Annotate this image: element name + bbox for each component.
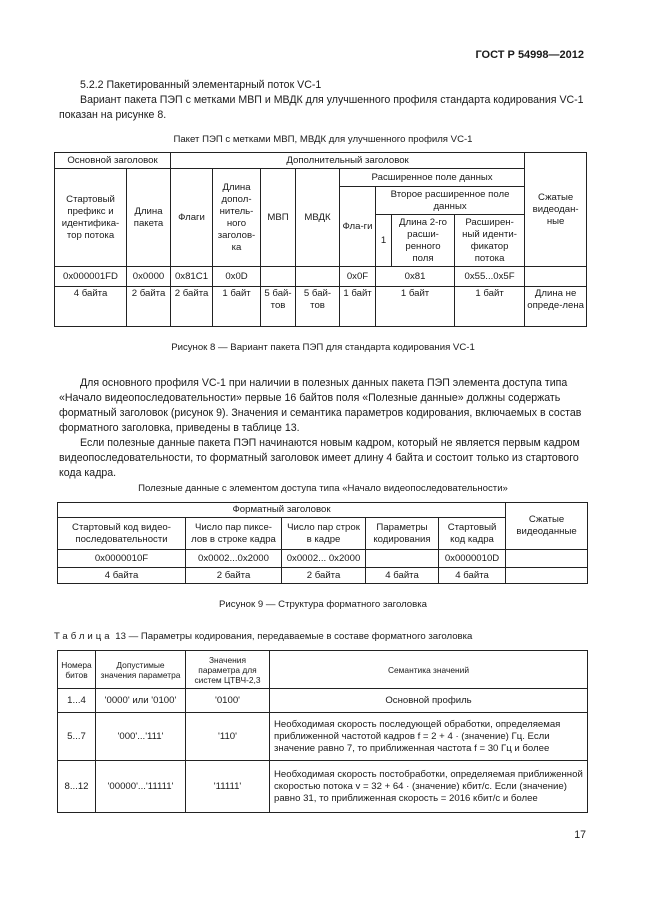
value-cell: [506, 550, 588, 568]
bits-cell: 8...12: [58, 761, 96, 813]
value-cell: 0x81C1: [171, 267, 213, 287]
section-heading: 5.2.2 Пакетированный элементарный поток VC-1: [80, 79, 322, 91]
format-header-cell: Форматный заголовок: [58, 503, 506, 518]
figure8-title: Пакет ПЭП с метками МВП, МВДК для улучшенного профиля VC-1: [173, 134, 473, 145]
bits-header: Номера битов: [58, 651, 96, 689]
ext-stream-id-cell: Расширен-ный иденти-фикатор потока: [455, 215, 525, 267]
value-cell: 0x0000010D: [439, 550, 506, 568]
semantics-header: Семантика значений: [270, 651, 588, 689]
ext-flags-cell: Фла-ги: [340, 187, 376, 267]
table13-title: [54, 631, 472, 642]
size-cell: 5 бай-тов: [296, 287, 340, 327]
system-values-header: Значения параметра для систем ЦТВЧ-2,3: [186, 651, 270, 689]
value-cell: 0x0D: [213, 267, 261, 287]
value-cell: '11111': [186, 761, 270, 813]
value-cell: 0x0002... 0x2000: [282, 550, 366, 568]
compressed-video-cell: Сжатые видеодан-ные: [525, 153, 587, 267]
flags-cell: Флаги: [171, 169, 213, 267]
second-extended-cell: Второе расширенное поле данных: [376, 187, 525, 215]
one-bit-cell: 1: [376, 215, 392, 267]
value-cell: 0x0000010F: [58, 550, 186, 568]
value-cell: 0x81: [376, 267, 455, 287]
size-cell: 2 байта: [282, 568, 366, 584]
seq-start-code-cell: Стартовый код видео-последовательности: [58, 518, 186, 550]
extended-field-cell: Расширенное поле данных: [340, 169, 525, 187]
additional-header-cell: Дополнительный заголовок: [171, 153, 525, 169]
figure8-caption: Рисунок 8 — Вариант пакета ПЭП для стандарта кодирования VC-1: [171, 342, 475, 353]
allowed-cell: '0000' или '0100': [96, 689, 186, 713]
pixel-pairs-cell: Число пар пиксе-лов в строке кадра: [186, 518, 282, 550]
allowed-cell: '000'...'111': [96, 713, 186, 761]
mvdk-cell: МВДК: [296, 169, 340, 267]
allowed-values-header: Допустимые значения параметра: [96, 651, 186, 689]
size-cell: 4 байта: [55, 287, 127, 327]
table-word: Таблица: [54, 631, 113, 642]
value-cell: 0x000001FD: [55, 267, 127, 287]
paragraph-basic-profile: Для основного профиля VC-1 при наличии в полезных данных пакета ПЭП элемента доступа типа «Начало видеопоследовательности» первые 16 байтов поля «Полезные данные» должны содержать форматный заголовок (рисунок 9). Значения и семантика параметров кодирования, включаемых в состав форматного заголовка, приведены в таблице 13.: [59, 377, 582, 434]
frame-start-code-cell: Стартовый код кадра: [439, 518, 506, 550]
bits-cell: 1...4: [58, 689, 96, 713]
compressed-video-cell: Сжатые видеоданные: [506, 503, 588, 550]
figure9-table: [57, 502, 588, 584]
size-cell: 1 байт: [340, 287, 376, 327]
size-cell: 2 байта: [186, 568, 282, 584]
basic-header-cell: Основной заголовок: [55, 153, 171, 169]
table-row: [58, 689, 588, 713]
additional-length-cell: Длина допол-нитель-ного заголов-ка: [213, 169, 261, 267]
value-cell: 0x0002...0x2000: [186, 550, 282, 568]
mvp-cell: МВП: [261, 169, 296, 267]
value-cell: [296, 267, 340, 287]
prefix-cell: Стартовый префикс и идентифика-тор потока: [55, 169, 127, 267]
value-cell: 0x55...0x5F: [455, 267, 525, 287]
value-cell: 0x0000: [127, 267, 171, 287]
value-cell: [261, 267, 296, 287]
allowed-cell: '00000'...'11111': [96, 761, 186, 813]
figure9-caption: Рисунок 9 — Структура форматного заголовка: [219, 599, 427, 610]
paragraph-new-frame: Если полезные данные пакета ПЭП начинаются новым кадром, который не является первым кадром видеопоследовательности, то форматный заголовок имеет длину 4 байта и состоит только из стартового кода кадра.: [59, 437, 580, 479]
semantics-cell: Необходимая скорость постобработки, определяемая приближенной скоростью потока v = 32 + 64 · (значение) кбит/с. Если (значение) равно 31, то приближенная скорость = 2016 кбит/с и более: [270, 761, 588, 813]
size-cell: 1 байт: [213, 287, 261, 327]
section-paragraph: Вариант пакета ПЭП с метками МВП и МВДК для улучшенного профиля стандарта кодирования VC-1 показан на рисунке 8.: [59, 94, 584, 121]
size-cell: 1 байт: [455, 287, 525, 327]
standard-number: ГОСТ Р 54998—2012: [475, 49, 584, 61]
coding-params-cell: Параметры кодирования: [366, 518, 439, 550]
size-cell: [506, 568, 588, 584]
size-cell: 5 бай-тов: [261, 287, 296, 327]
table13-title-text: 13 — Параметры кодирования, передаваемые в составе форматного заголовка: [115, 631, 473, 642]
value-cell: [366, 550, 439, 568]
value-cell: '110': [186, 713, 270, 761]
size-cell: 2 байта: [127, 287, 171, 327]
bits-cell: 5...7: [58, 713, 96, 761]
figure8-table: [54, 152, 587, 327]
table13: [57, 650, 588, 813]
figure9-title: Полезные данные с элементом доступа типа «Начало видеопоследовательности»: [138, 483, 508, 494]
page-number: 17: [574, 829, 586, 841]
size-cell: 4 байта: [58, 568, 186, 584]
value-cell: [525, 267, 587, 287]
line-pairs-cell: Число пар строк в кадре: [282, 518, 366, 550]
size-cell: 1 байт: [376, 287, 455, 327]
size-cell: Длина не опреде-лена: [525, 287, 587, 327]
value-cell: 0x0F: [340, 267, 376, 287]
size-cell: 4 байта: [366, 568, 439, 584]
value-cell: '0100': [186, 689, 270, 713]
second-length-cell: Длина 2-го расши-ренного поля: [392, 215, 455, 267]
table-row: [58, 761, 588, 813]
semantics-cell: Основной профиль: [270, 689, 588, 713]
semantics-cell: Необходимая скорость последующей обработки, определяемая приближенной частотой кадров f = 2 + 4 · (значение) Гц. Если значение равно 7, то приближенная частота f = 30 Гц и более: [270, 713, 588, 761]
packet-length-cell: Длина пакета: [127, 169, 171, 267]
size-cell: 4 байта: [439, 568, 506, 584]
table-row: [58, 713, 588, 761]
size-cell: 2 байта: [171, 287, 213, 327]
